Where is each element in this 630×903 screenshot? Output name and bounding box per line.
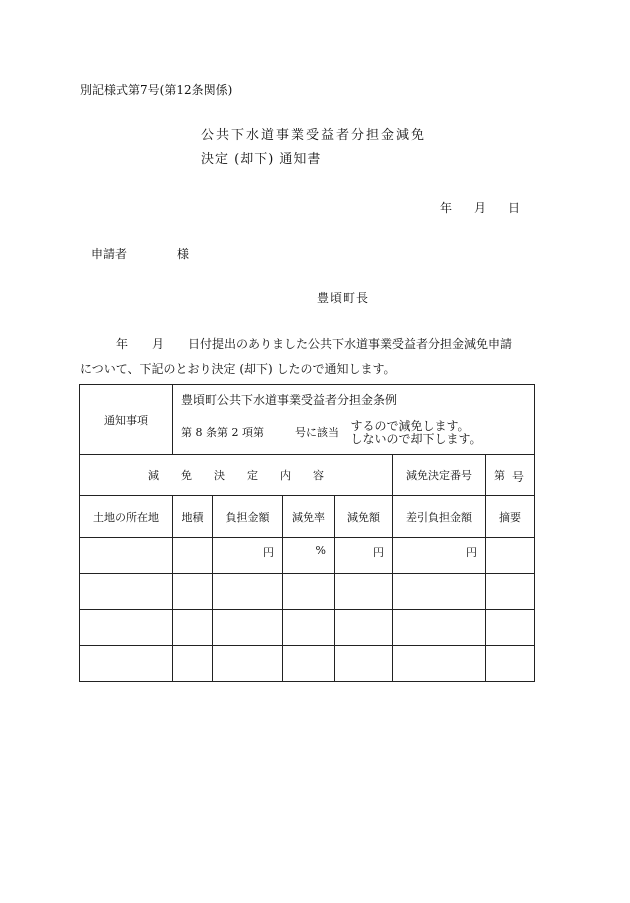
header-remarks-text: 摘要 <box>499 510 522 524</box>
cell-charge-amount[interactable] <box>213 646 283 682</box>
decision-number-prefix: 第 <box>494 469 505 482</box>
notice-label: 通知事項 <box>104 413 148 427</box>
cell-location[interactable] <box>80 646 173 682</box>
cell-remarks[interactable] <box>486 610 535 646</box>
issuer-name: 豊頃町長 <box>317 291 370 305</box>
header-charge-amount-text: 負担金額 <box>225 510 270 524</box>
body-text-line2: について、下記のとおり決定 (却下) したので通知します。 <box>80 362 396 376</box>
document-title-line2: 決定 (却下) 通知書 <box>201 152 322 167</box>
table-row <box>80 610 535 646</box>
cell-area[interactable] <box>173 538 213 574</box>
cell-reduction-amount[interactable] <box>335 538 393 574</box>
header-location-text: 土地の所在地 <box>93 510 159 524</box>
date-month: 月 <box>474 201 487 215</box>
decision-number-label: 減免決定番号 <box>406 469 472 482</box>
decision-char: 定 <box>247 469 258 482</box>
result-options <box>350 420 481 446</box>
decision-char: 減 <box>148 469 159 482</box>
unit-yen: 円 <box>373 546 384 559</box>
applicant-honorific: 様 <box>177 247 190 261</box>
cell-location[interactable] <box>80 574 173 610</box>
header-remarks <box>486 496 535 538</box>
decision-number-label-cell <box>393 455 486 496</box>
unit-yen: 円 <box>466 546 477 559</box>
cell-reduction-rate[interactable] <box>283 646 335 682</box>
cell-remarks[interactable] <box>486 646 535 682</box>
header-reduction-rate-text: 減免率 <box>292 510 325 524</box>
cell-charge-amount[interactable] <box>213 538 283 574</box>
cell-net-charge[interactable] <box>393 610 486 646</box>
decision-char: 内 <box>280 469 291 482</box>
table-row <box>80 646 535 682</box>
header-charge-amount <box>213 496 283 538</box>
cell-charge-amount[interactable] <box>213 574 283 610</box>
decision-number-suffix: 号 <box>512 470 525 484</box>
decision-char: 免 <box>181 469 192 482</box>
decision-char: 決 <box>214 469 225 482</box>
body-text-line1 <box>80 335 512 352</box>
cell-charge-amount[interactable] <box>213 610 283 646</box>
document-title-line1: 公共下水道事業受益者分担金減免 <box>201 128 427 143</box>
cell-location[interactable] <box>80 538 173 574</box>
header-area-text: 地積 <box>181 510 204 524</box>
applicant-line <box>91 245 189 262</box>
cell-reduction-amount[interactable] <box>335 574 393 610</box>
header-reduction-amount-text: 減免額 <box>347 510 380 524</box>
header-area <box>173 496 213 538</box>
applicant-label: 申請者 <box>91 247 128 261</box>
cell-reduction-amount[interactable] <box>335 610 393 646</box>
header-reduction-amount <box>335 496 393 538</box>
unit-percent: % <box>315 544 326 557</box>
clause-prefix: 第 8 条第 2 項第 <box>181 426 264 439</box>
notice-content-cell <box>173 385 535 455</box>
clause-line <box>181 420 534 446</box>
date-line <box>440 199 520 216</box>
cell-remarks[interactable] <box>486 574 535 610</box>
notice-label-cell <box>80 385 173 455</box>
unit-yen: 円 <box>263 546 274 559</box>
cell-area[interactable] <box>173 646 213 682</box>
form-number: 別記様式第7号(第12条関係) <box>80 83 233 97</box>
header-reduction-rate <box>283 496 335 538</box>
header-net-charge <box>393 496 486 538</box>
cell-reduction-rate[interactable] <box>283 538 335 574</box>
decision-content-label <box>80 455 393 496</box>
decision-number-cell <box>486 455 535 496</box>
cell-location[interactable] <box>80 610 173 646</box>
cell-reduction-rate[interactable] <box>283 610 335 646</box>
decision-char: 容 <box>313 469 324 482</box>
date-year: 年 <box>440 201 453 215</box>
clause-suffix: 号に該当 <box>294 426 339 439</box>
notice-table <box>79 384 535 682</box>
table-row <box>80 574 535 610</box>
cell-net-charge[interactable] <box>393 574 486 610</box>
result-approve: するので減免します。 <box>350 419 470 433</box>
header-location <box>80 496 173 538</box>
ordinance-name: 豊頃町公共下水道事業受益者分担金条例 <box>181 393 398 407</box>
cell-net-charge[interactable] <box>393 646 486 682</box>
cell-area[interactable] <box>173 610 213 646</box>
table-row <box>80 538 535 574</box>
body-line1-text: 年 月 日付提出のありました公共下水道事業受益者分担金減免申請 <box>116 337 513 351</box>
cell-reduction-amount[interactable] <box>335 646 393 682</box>
date-day: 日 <box>508 201 521 215</box>
result-reject: しないので却下します。 <box>350 432 482 446</box>
cell-reduction-rate[interactable] <box>283 574 335 610</box>
cell-net-charge[interactable] <box>393 538 486 574</box>
cell-area[interactable] <box>173 574 213 610</box>
cell-remarks[interactable] <box>486 538 535 574</box>
header-net-charge-text: 差引負担金額 <box>406 510 472 524</box>
